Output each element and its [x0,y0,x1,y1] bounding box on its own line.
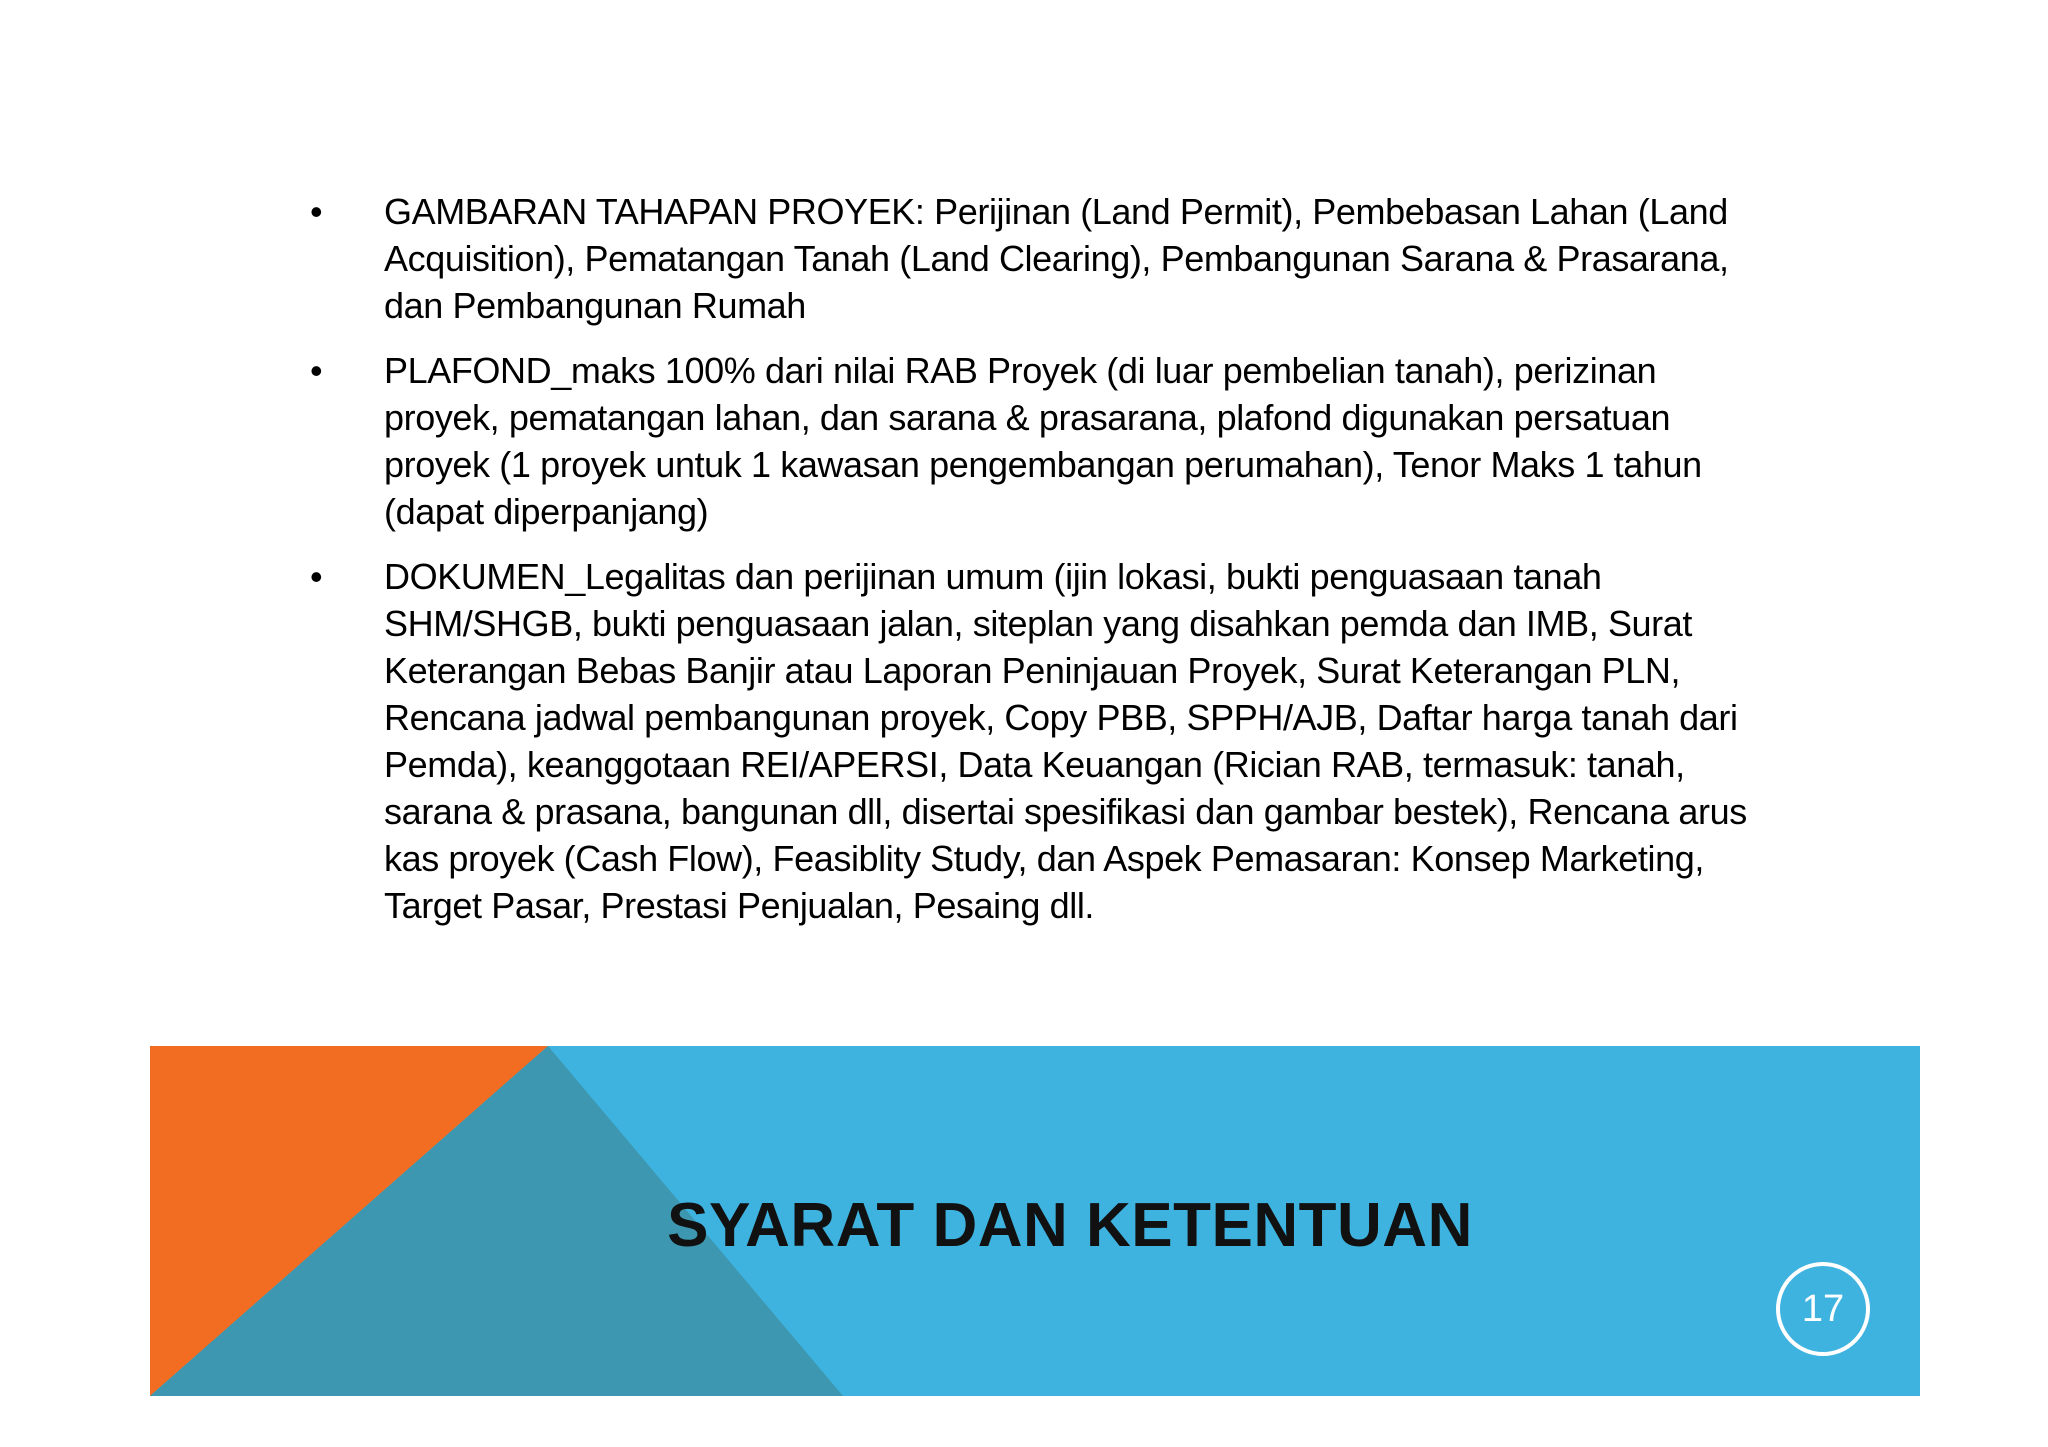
bullet-marker: • [310,191,323,232]
bullet-item-tahapan [310,188,1760,329]
slide-title: SYARAT DAN KETENTUAN [667,1191,1473,1260]
bullet-text: PLAFOND_maks 100% dari nilai RAB Proyek (di luar pembelian tanah), perizinan proyek, pematangan lahan, dan sarana & prasarana, plafond digunakan persatuan proyek (1 proyek untuk 1 kawasan pengembangan perumahan), Tenor Maks 1 tahun (dapat diperpanjang) [384,350,1702,532]
bullet-text: GAMBARAN TAHAPAN PROYEK: Perijinan (Land Permit), Pembebasan Lahan (Land Acquisition), Pematangan Tanah (Land Clearing), Pembangunan Sarana & Prasarana, dan Pembangunan Rumah [384,191,1729,326]
bullet-list [310,188,1760,947]
bullet-item-plafond [310,347,1760,535]
bullet-text: DOKUMEN_Legalitas dan perijinan umum (ijin lokasi, bukti penguasaan tanah SHM/SHGB, bukti penguasaan jalan, siteplan yang disahkan pemda dan IMB, Surat Keterangan Bebas Banjir atau Laporan Peninjauan Proyek, Surat Keterangan PLN, Rencana jadwal pembangunan proyek, Copy PBB, SPPH/AJB, Daftar harga tanah dari Pemda), keanggotaan REI/APERSI, Data Keuangan (Rician RAB, termasuk: tanah, sarana & prasana, bangunan dll, disertai spesifikasi dan gambar bestek), Rencana arus kas proyek (Cash Flow), Feasiblity Study, dan Aspek Pemasaran: Konsep Marketing, Target Pasar, Prestasi Penjualan, Pesaing dll. [384,556,1747,926]
title-banner [150,1046,1920,1396]
page-number-badge: 17 [1776,1262,1870,1356]
bullet-marker: • [310,350,323,391]
bullet-item-dokumen [310,553,1760,929]
bullet-marker: • [310,556,323,597]
